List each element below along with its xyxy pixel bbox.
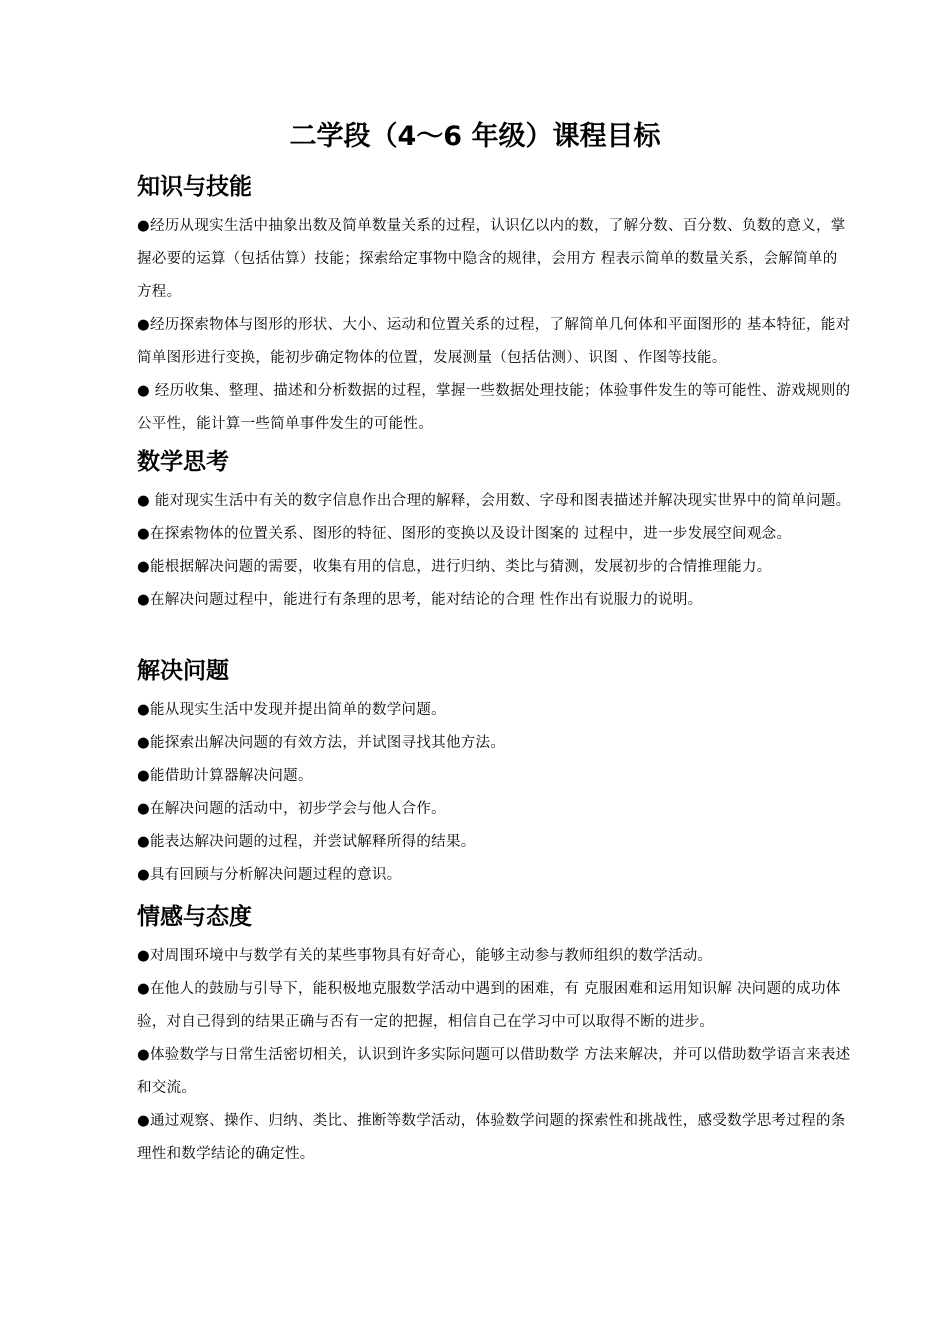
section-emotion-attitude xyxy=(137,900,852,1171)
list-item: ●具有回顾与分析解决问题过程的意识。 xyxy=(137,867,402,883)
section-math-thinking xyxy=(137,445,852,617)
list-item: ●通过观察、操作、归纳、类比、推断等数学活动，体验数学问题的探索性和挑战性，感受数学思考过程的条理性和数学结论的确定性。 xyxy=(137,1113,846,1162)
list-item: ●在解决问题的活动中，初步学会与他人合作。 xyxy=(137,801,446,817)
list-item: ●能借助计算器解决问题。 xyxy=(137,768,313,784)
list-item: ●能探索出解决问题的有效方法，并试图寻找其他方法。 xyxy=(137,735,506,751)
section-problem-solving xyxy=(137,654,852,892)
list-item: ●在解决问题过程中，能进行有条理的思考，能对结论的合理 性作出有说服力的说明。 xyxy=(137,592,703,608)
list-item: ● 经历收集、整理、描述和分析数据的过程，掌握一些数据处理技能；体验事件发生的等可能性、游戏规则的公平性，能计算一些简单事件发生的可能性。 xyxy=(137,383,851,432)
list-item: ●在他人的鼓励与引导下，能积极地克服数学活动中遇到的困难，有 克服困难和运用知识解 决问题的成功体验，对自己得到的结果正确与否有一定的把握，相信自己在学习中可以取得不断的进步。 xyxy=(137,981,841,1030)
list-item: ● 能对现实生活中有关的数字信息作出合理的解释，会用数、字母和图表描述并解决现实世界中的简单问题。 xyxy=(137,493,851,509)
list-item: ●体验数学与日常生活密切相关，认识到许多实际问题可以借助数学 方法来解决，并可以借助数学语言来表述和交流。 xyxy=(137,1047,851,1096)
list-item: ●对周围环境中与数学有关的某些事物具有好奇心，能够主动参与教师组织的数学活动。 xyxy=(137,948,713,964)
list-item: ●能根据解决问题的需要，收集有用的信息，进行归纳、类比与猜测，发展初步的合情推理能力。 xyxy=(137,559,772,575)
section-heading: 知识与技能 xyxy=(137,174,252,200)
section-knowledge-skills xyxy=(137,170,852,441)
list-item: ●在探索物体的位置关系、图形的特征、图形的变换以及设计图案的 过程中，进一步发展空间观念。 xyxy=(137,526,792,542)
page-title: 二学段（4～6 年级）课程目标 xyxy=(289,121,661,152)
list-item: ●经历探索物体与图形的形状、大小、运动和位置关系的过程，了解简单几何体和平面图形的 基本特征，能对简单图形进行变换，能初步确定物体的位置，发展测量（包括估测）、识图 、作图等技能。 xyxy=(137,317,851,366)
section-heading: 解决问题 xyxy=(137,658,229,684)
list-item: ●能从现实生活中发现并提出简单的数学问题。 xyxy=(137,702,446,718)
section-heading: 情感与态度 xyxy=(137,904,252,930)
list-item: ●能表达解决问题的过程，并尝试解释所得的结果。 xyxy=(137,834,476,850)
section-heading: 数学思考 xyxy=(137,449,229,475)
list-item: ●经历从现实生活中抽象出数及简单数量关系的过程，认识亿以内的数，了解分数、百分数、负数的意义，掌握必要的运算（包括估算）技能；探索给定事物中隐含的规律，会用方 程表示简单的数量关系，会解简单的方程。 xyxy=(137,218,846,300)
